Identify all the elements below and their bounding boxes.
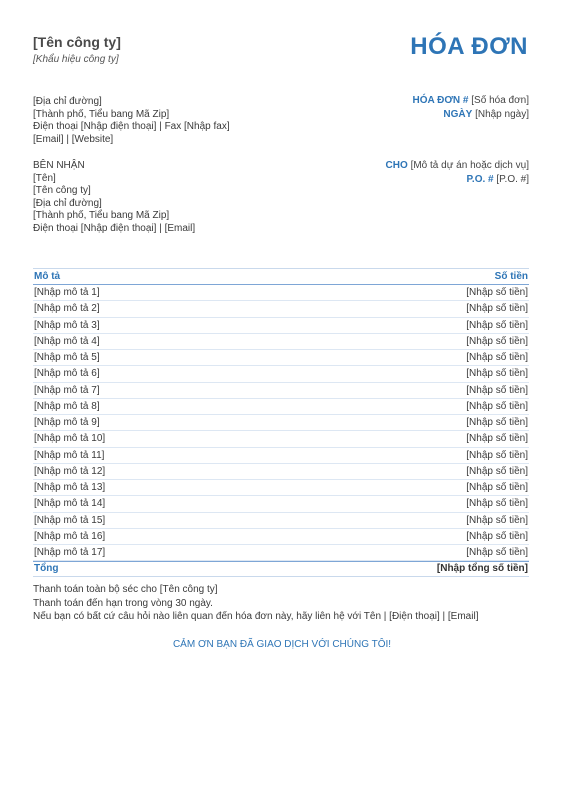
row-description: [Nhập mô tả 9]: [34, 417, 100, 428]
invoice-for-line: [386, 159, 529, 173]
invoice-title: HÓA ĐƠN: [410, 33, 528, 60]
table-row: [33, 545, 529, 561]
invoice-for-value: [Mô tả dự án hoặc dịch vụ]: [410, 160, 529, 171]
line-items-table: [33, 268, 529, 577]
table-header: [33, 268, 529, 285]
table-row: [33, 431, 529, 447]
table-row: [33, 383, 529, 399]
row-amount: [Nhập số tiền]: [466, 287, 528, 298]
row-amount: [Nhập số tiền]: [466, 319, 528, 331]
row-description: [Nhập mô tả 7]: [34, 384, 100, 396]
row-amount: [Nhập số tiền]: [466, 514, 528, 526]
invoice-for-label: CHO: [385, 160, 408, 171]
row-description: [Nhập mô tả 14]: [34, 498, 106, 510]
table-row: [33, 529, 529, 545]
row-amount: [Nhập số tiền]: [466, 335, 528, 347]
row-description: [Nhập mô tả 8]: [34, 400, 100, 412]
invoice-po-value: [P.O. #]: [496, 174, 529, 185]
payment-notes: [33, 583, 478, 624]
total-value: [Nhập tổng số tiền]: [436, 563, 528, 575]
table-row: [33, 480, 529, 496]
table-row: [33, 513, 529, 529]
invoice-meta-mid: [386, 159, 529, 187]
row-description: [Nhập mô tả 11]: [34, 449, 105, 461]
table-row: [33, 285, 529, 301]
invoice-number-line: [413, 94, 529, 108]
row-amount: [Nhập số tiền]: [466, 530, 528, 542]
row-amount: [Nhập số tiền]: [466, 303, 528, 315]
invoice-date-value: [Nhập ngày]: [475, 109, 529, 120]
table-row: [33, 301, 529, 317]
recipient-company: [Tên công ty]: [33, 185, 91, 196]
row-amount: [Nhập số tiền]: [466, 547, 528, 558]
invoice-date-line: [413, 108, 529, 122]
row-amount: [Nhập số tiền]: [466, 400, 528, 412]
table-row: [33, 334, 529, 350]
row-description: [Nhập mô tả 17]: [34, 547, 106, 558]
row-description: [Nhập mô tả 5]: [34, 352, 100, 363]
table-row: [33, 350, 529, 366]
thank-you-message: CẢM ƠN BẠN ĐÃ GIAO DỊCH VỚI CHÚNG TÔI!: [172, 639, 392, 650]
recipient-heading: BÊN NHẬN: [33, 160, 85, 171]
recipient-city: [Thành phố, Tiểu bang Mã Zip]: [33, 210, 170, 221]
row-description: [Nhập mô tả 4]: [34, 335, 100, 347]
row-description: [Nhập mô tả 6]: [34, 368, 100, 380]
table-row: [33, 366, 529, 382]
table-row: [33, 399, 529, 415]
sender-city: [Thành phố, Tiểu bang Mã Zip]: [33, 108, 170, 120]
sender-street: [Địa chỉ đường]: [33, 96, 102, 107]
row-description: [Nhập mô tả 12]: [34, 465, 106, 477]
row-description: [Nhập mô tả 1]: [34, 287, 100, 298]
col-description-header: Mô tả: [34, 271, 61, 282]
table-total-row: [33, 561, 529, 577]
recipient-name: [Tên]: [33, 172, 56, 184]
table-row: [33, 448, 529, 464]
row-description: [Nhập mô tả 13]: [34, 482, 106, 493]
total-label: Tổng: [34, 563, 59, 575]
table-row: [33, 415, 529, 431]
invoice-po-label: P.O. #: [466, 174, 494, 185]
recipient-phone-email: Điện thoại [Nhập điện thoại] | [Email]: [33, 222, 196, 234]
invoice-po-line: [386, 173, 529, 187]
row-description: [Nhập mô tả 15]: [34, 514, 106, 526]
row-amount: [Nhập số tiền]: [466, 417, 528, 428]
row-description: [Nhập mô tả 16]: [34, 530, 106, 542]
row-description: [Nhập mô tả 2]: [34, 303, 100, 315]
recipient-street: [Địa chỉ đường]: [33, 197, 102, 209]
sender-email-website: [Email] | [Website]: [33, 133, 114, 145]
table-row: [33, 496, 529, 512]
col-amount-header: Số tiền: [494, 271, 528, 282]
row-amount: [Nhập số tiền]: [466, 352, 528, 363]
invoice-meta-top: [413, 94, 529, 122]
table-row: [33, 318, 529, 334]
row-description: [Nhập mô tả 3]: [34, 319, 100, 331]
invoice-date-label: NGÀY: [443, 109, 473, 120]
invoice-number-label: HÓA ĐƠN #: [412, 95, 469, 106]
row-description: [Nhập mô tả 10]: [34, 433, 106, 445]
company-slogan: [Khẩu hiệu công ty]: [33, 54, 119, 65]
row-amount: [Nhập số tiền]: [466, 482, 528, 493]
row-amount: [Nhập số tiền]: [466, 498, 528, 510]
row-amount: [Nhập số tiền]: [466, 433, 528, 445]
row-amount: [Nhập số tiền]: [466, 368, 528, 380]
row-amount: [Nhập số tiền]: [466, 384, 528, 396]
row-amount: [Nhập số tiền]: [466, 465, 528, 477]
row-amount: [Nhập số tiền]: [466, 449, 528, 461]
table-row: [33, 464, 529, 480]
note-contact: Nếu bạn có bất cứ câu hỏi nào liên quan đến hóa đơn này, hãy liên hệ với Tên | [Điện thoại] | [Email]: [33, 611, 479, 622]
sender-phone-fax: Điện thoại [Nhập điện thoại] | Fax [Nhập fax]: [33, 121, 230, 132]
note-due-terms: Thanh toán đến hạn trong vòng 30 ngày.: [33, 597, 213, 609]
recipient-block: [33, 160, 195, 235]
sender-address-block: [33, 96, 230, 146]
company-name: [Tên công ty]: [33, 34, 121, 50]
note-payable-to: Thanh toán toàn bộ séc cho [Tên công ty]: [33, 584, 218, 595]
invoice-number-value: [Số hóa đơn]: [471, 95, 529, 106]
